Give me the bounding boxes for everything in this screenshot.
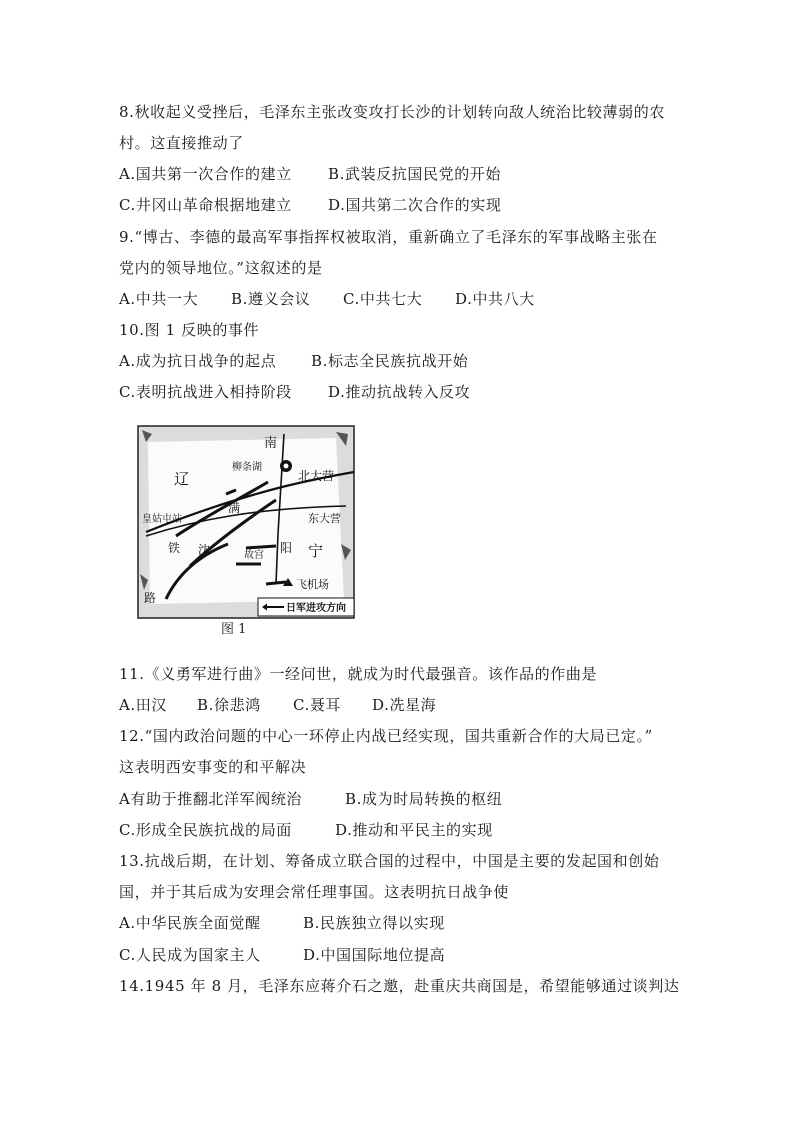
q12-options-row1 [119,789,502,809]
q8-option-b[interactable]: B.武装反抗国民党的开始 [328,165,501,183]
q10-option-a[interactable]: A.成为抗日战争的起点 [119,352,277,370]
q11-option-c[interactable]: C.聂耳 [293,696,342,714]
q9-option-b[interactable]: B.遵义会议 [231,290,311,308]
map-legend-text: 日军进攻方向 [286,603,346,614]
map-label-tie: 铁 [168,541,181,555]
q11-options-row [119,695,436,715]
q12-options-row2 [119,820,493,840]
q8-options-row2 [119,195,501,215]
q12-option-b[interactable]: B.成为时局转换的枢纽 [345,790,503,808]
q9-stem-line2: 党内的领导地位。”这叙述的是 [119,259,323,277]
q9-stem-line1: 9.“博古、李德的最高军事指挥权被取消，重新确立了毛泽东的军事战略主张在 [119,228,658,246]
q8-option-d[interactable]: D.国共第二次合作的实现 [328,196,502,214]
q8-stem-line1: 8.秋收起义受挫后，毛泽东主张改变攻打长沙的计划转向敌人统治比较薄弱的农 [119,103,665,121]
q9-options-row [119,289,535,309]
q9-option-a[interactable]: A.中共一大 [119,290,199,308]
map-label-shen: 沈 [198,543,211,557]
q8-options-row1 [119,164,501,184]
map-label-liutiaohu: 柳条湖 [232,462,262,473]
q13-stem-line1: 13.抗战后期，在计划、筹备成立联合国的过程中，中国是主要的发起国和创始 [119,852,660,870]
q10-options-row2 [119,382,470,402]
q11-option-d[interactable]: D.冼星海 [372,696,437,714]
mukden-incident-map [136,424,358,622]
q8-option-c[interactable]: C.井冈山革命根据地建立 [119,196,292,214]
map-label-gugong: 故宫 [244,550,264,561]
q11-stem: 11.《义勇军进行曲》一经问世，就成为时代最强音。该作品的作曲是 [119,665,598,683]
q11-option-a[interactable]: A.田汉 [119,696,168,714]
map-label-man: 满 [228,501,241,515]
figure-caption: 图 1 [221,622,247,637]
q13-option-c[interactable]: C.人民成为国家主人 [119,946,261,964]
q9-option-d[interactable]: D.中共八大 [455,290,535,308]
q8-option-a[interactable]: A.国共第一次合作的建立 [119,165,292,183]
q10-options-row1 [119,351,468,371]
q10-stem: 10.图 1 反映的事件 [119,321,260,339]
map-label-ning: 宁 [308,542,324,560]
q13-option-a[interactable]: A.中华民族全面觉醒 [119,914,261,932]
q12-stem-line2: 这表明西安事变的和平解决 [119,758,307,776]
q13-options-row2 [119,945,445,965]
map-label-liao: 辽 [174,470,190,488]
map-label-feijichang: 飞机场 [296,578,329,591]
q8-stem-line2: 村。这直接推动了 [119,134,244,152]
map-label-huanggutun: 皇姑屯站 [142,514,182,525]
map-label-nan: 南 [264,436,278,451]
q13-stem-line2: 国，并于其后成为安理会常任理事国。这表明抗日战争使 [119,883,510,901]
q13-option-b[interactable]: B.民族独立得以实现 [303,914,445,932]
q14-stem-line1: 14.1945 年 8 月，毛泽东应蒋介石之邀，赴重庆共商国是，希望能够通过谈判达 [119,977,680,995]
q13-options-row1 [119,913,445,933]
q10-option-d[interactable]: D.推动抗战转入反攻 [328,383,471,401]
q10-option-c[interactable]: C.表明抗战进入相持阶段 [119,383,292,401]
q12-option-c[interactable]: C.形成全民族抗战的局面 [119,821,292,839]
q12-option-d[interactable]: D.推动和平民主的实现 [335,821,493,839]
q10-option-b[interactable]: B.标志全民族抗战开始 [311,352,469,370]
q11-option-b[interactable]: B.徐悲鸿 [197,696,261,714]
q12-stem-line1: 12.“国内政治问题的中心一环停止内战已经实现，国共重新合作的大局已定。” [119,727,653,745]
q13-option-d[interactable]: D.中国国际地位提高 [303,946,446,964]
map-label-dongdaying: 东大营 [308,512,341,525]
q12-option-a[interactable]: A有助于推翻北洋军阀统治 [119,790,303,808]
map-label-lu: 路 [144,591,157,605]
map-label-beidaying: 北大营 [298,469,335,483]
map-label-yang: 阳 [280,541,293,555]
q9-option-c[interactable]: C.中共七大 [343,290,423,308]
